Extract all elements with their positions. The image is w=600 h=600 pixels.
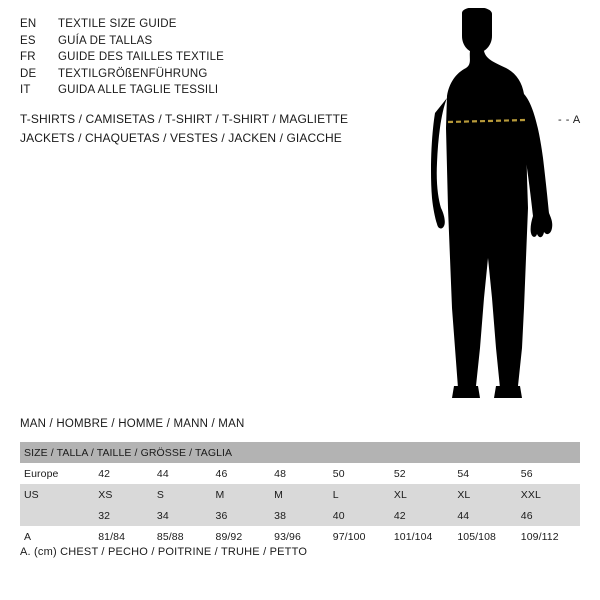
cell: 48 xyxy=(274,467,287,480)
language-text: TEXTILGRÖßENFÜHRUNG xyxy=(58,67,208,80)
row-label: A xyxy=(24,530,32,543)
language-code: DE xyxy=(20,67,37,80)
male-silhouette-figure xyxy=(400,8,600,408)
cell: 42 xyxy=(393,509,406,522)
table-row xyxy=(20,505,580,526)
cell: 36 xyxy=(215,509,228,522)
measure-label-a: - - A xyxy=(558,114,581,126)
cell: 93/96 xyxy=(274,530,301,543)
language-row xyxy=(20,16,400,33)
table-row xyxy=(20,484,580,505)
cell: 105/108 xyxy=(457,530,496,543)
row-label xyxy=(20,505,94,526)
cell: 97/100 xyxy=(332,530,366,543)
language-row xyxy=(20,33,400,50)
row-label: US xyxy=(24,488,39,501)
category-tshirts: T-SHIRTS / CAMISETAS / T-SHIRT / T-SHIRT / MAGLIETTE xyxy=(20,112,349,126)
language-code: EN xyxy=(20,18,37,30)
table-row xyxy=(20,463,580,484)
cell: 44 xyxy=(156,467,169,480)
language-text: GUÍA DE TALLAS xyxy=(58,34,153,47)
cell: 85/88 xyxy=(156,530,184,543)
cell: XL xyxy=(457,488,471,501)
cell: XL xyxy=(393,488,407,501)
row-label: Europe xyxy=(24,467,59,480)
language-text: GUIDA ALLE TAGLIE TESSILI xyxy=(58,84,219,96)
cell: 40 xyxy=(332,509,345,522)
table-row xyxy=(20,526,580,547)
table-header-row xyxy=(20,442,580,463)
cell: 44 xyxy=(457,509,470,522)
cell: 42 xyxy=(98,467,111,480)
cell: 46 xyxy=(215,467,228,480)
garment-category-block xyxy=(20,110,420,148)
language-code: ES xyxy=(20,34,36,47)
cell: 101/104 xyxy=(393,530,433,543)
silhouette-icon xyxy=(400,8,600,408)
cell: 38 xyxy=(274,509,287,522)
language-text: GUIDE DES TAILLES TEXTILE xyxy=(58,51,225,63)
cell: 32 xyxy=(98,509,111,522)
cell: 52 xyxy=(393,467,406,480)
cell: 34 xyxy=(156,509,169,522)
size-table xyxy=(20,442,580,547)
cell: XS xyxy=(98,488,113,501)
language-code: FR xyxy=(20,51,36,63)
cell: 81/84 xyxy=(98,530,126,543)
cell: M xyxy=(215,488,225,501)
cell: 109/112 xyxy=(520,530,559,543)
cell: 50 xyxy=(332,467,345,480)
table-header-label: SIZE / TALLA / TAILLE / GRÖSSE / TAGLIA xyxy=(24,446,233,459)
table-title: MAN / HOMBRE / HOMME / MANN / MAN xyxy=(20,418,245,430)
cell: 56 xyxy=(520,467,533,480)
cell: 46 xyxy=(520,509,533,522)
footnote-chest-measure: A. (cm) CHEST / PECHO / POITRINE / TRUHE / PETTO xyxy=(20,546,308,558)
category-jackets: JACKETS / CHAQUETAS / VESTES / JACKEN / GIACCHE xyxy=(20,131,342,145)
language-code: IT xyxy=(20,84,31,96)
cell: S xyxy=(156,488,164,501)
language-text: TEXTILE SIZE GUIDE xyxy=(58,18,177,30)
language-row xyxy=(20,66,400,83)
cell: 54 xyxy=(457,467,470,480)
language-title-block xyxy=(20,16,400,99)
cell: XXL xyxy=(520,488,541,501)
language-row xyxy=(20,82,400,99)
cell: M xyxy=(274,488,284,501)
cell: L xyxy=(332,488,339,501)
cell: 89/92 xyxy=(215,530,243,543)
language-row xyxy=(20,49,400,66)
